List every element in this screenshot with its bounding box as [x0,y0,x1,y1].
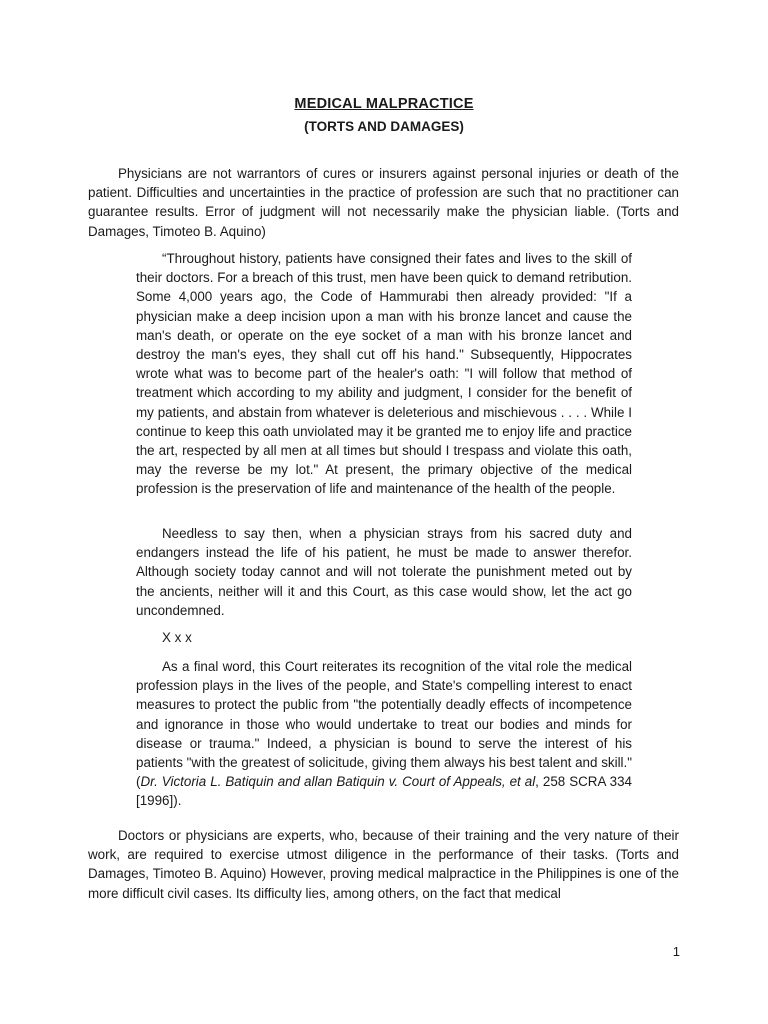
block-quote-3 [136,657,632,811]
block-quote-3-text: As a final word, this Court reiterates its recognition of the vital role the medical profession plays in the lives of the people, and State's compelling interest to enact measures to protect the public from "the potentially deadly effects of incompetence and ignorance in those who would undertake to treat our bodies and minds for disease or trauma." Indeed, a physician is bound to serve the interest of his patients "with the greatest of solicitude, giving them always his best talent and skill." ( [136,659,632,790]
body-paragraph-2: Doctors or physicians are experts, who, because of their training and the very nature of their work, are required to exercise utmost diligence in the performance of their tasks. (Torts and Damages, Timoteo B. Aquino) However, proving medical malpractice in the Philippines is one of the more difficult civil cases. Its difficulty lies, among others, on the fact that medical [88,828,679,901]
ellipsis-marker: X x x [162,630,192,645]
body-paragraph-1: Physicians are not warrantors of cures or insurers against personal injuries or death of the patient. Difficulties and uncertainties in the practice of profession are such that no practitioner can guarantee results. Error of judgment will not necessarily make the physician liable. (Torts and Damages, Timoteo B. Aquino) [88,166,679,239]
page-number: 1 [672,944,680,959]
document-title: MEDICAL MALPRACTICE [294,96,474,112]
case-citation-reference: , 258 SCRA 334 [1996]). [136,774,632,809]
document-subtitle: (TORTS AND DAMAGES) [304,119,464,134]
case-citation: Dr. Victoria L. Batiquin and allan Batiquin v. Court of Appeals, et al [140,774,536,790]
block-quote-1: “Throughout history, patients have consigned their fates and lives to the skill of their doctors. For a breach of this trust, men have been quick to demand retribution. Some 4,000 years ago, the Code of Hammurabi then already provided: "If a physician make a deep incision upon a man with his bronze lancet and cause the man's death, or operate on the eye socket of a man with his bronze lancet and destroy the man's eyes, they shall cut off his hand." Subsequently, Hippocrates wrote what was to become part of the healer's oath: "I will follow that method of treatment which according to my ability and judgment, I consider for the benefit of my patients, and abstain from whatever is deleterious and mischievous . . . . While I continue to keep this oath unviolated may it be granted me to enjoy life and practice the art, respected by all men at all times but should I trespass and violate this oath, may the reverse be my lot." At present, the primary objective of the medical profession is the preservation of life and maintenance of the health of the people. [136,251,632,497]
block-quote-2: Needless to say then, when a physician strays from his sacred duty and endangers instead the life of his patient, he must be made to answer therefor. Although society today cannot and will not tolerate the punishment meted out by the ancients, neither will it and this Court, as this case would show, let the act go uncondemned. [136,526,632,618]
